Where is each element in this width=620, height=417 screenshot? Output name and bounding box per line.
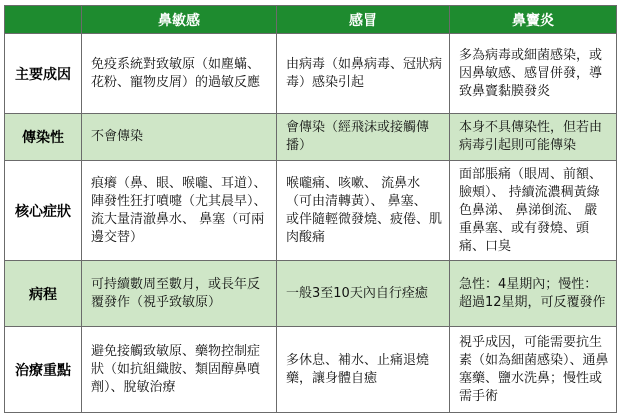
cell-symptoms-allergic: 痕癢（鼻、眼、喉嚨、耳道）、 陣發性狂打噴嚏（尤其晨早）、 流大量清澈鼻水、 鼻塞（可兩邊交替）	[82, 161, 277, 261]
cell-cause-cold: 由病毒（如鼻病毒、冠狀病毒）感染引起	[277, 34, 450, 114]
cell-contagious-allergic: 不會傳染	[82, 114, 277, 161]
cell-treatment-allergic: 避免接觸致敏原、藥物控制症狀（如抗組織胺、類固醇鼻噴劑）、脫敏治療	[82, 327, 277, 413]
header-sinusitis: 鼻竇炎	[450, 6, 617, 34]
row-treatment	[5, 327, 617, 413]
header-allergic-rhinitis: 鼻敏感	[82, 6, 277, 34]
cell-symptoms-sinusitis: 面部脹痛（眼周、前額、臉頰）、 持續流濃稠黃綠色鼻涕、 鼻涕倒流、 嚴重鼻塞、或有發燒、頭痛、口臭	[450, 161, 617, 261]
cell-cause-sinusitis: 多為病毒或細菌感染，或因鼻敏感、感冒併發，導致鼻竇黏膜發炎	[450, 34, 617, 114]
header-common-cold: 感冒	[277, 6, 450, 34]
cell-cause-allergic: 免疫系統對致敏原（如塵蟎、花粉、寵物皮屑）的過敏反應	[82, 34, 277, 114]
cell-treatment-cold: 多休息、補水、止痛退燒藥，讓身體自癒	[277, 327, 450, 413]
row-cause	[5, 34, 617, 114]
comparison-table-container	[4, 5, 616, 412]
comparison-table	[4, 5, 617, 413]
cell-course-sinusitis: 急性：4星期內；慢性：超過12星期，可反覆發作	[450, 261, 617, 327]
header-corner	[5, 6, 82, 34]
row-course	[5, 261, 617, 327]
row-label-course: 病程	[5, 261, 82, 327]
cell-contagious-cold: 會傳染（經飛沫或接觸傳播）	[277, 114, 450, 161]
row-label-contagious: 傳染性	[5, 114, 82, 161]
cell-course-cold: 一般3至10天內自行痊癒	[277, 261, 450, 327]
header-row	[5, 6, 617, 34]
cell-treatment-sinusitis: 視乎成因，可能需要抗生素（如為細菌感染）、通鼻塞藥、鹽水洗鼻；慢性或需手術	[450, 327, 617, 413]
row-contagious	[5, 114, 617, 161]
row-symptoms	[5, 161, 617, 261]
row-label-treatment: 治療重點	[5, 327, 82, 413]
cell-symptoms-cold: 喉嚨痛、咳嗽、 流鼻水（可由清轉黃）、 鼻塞、 或伴隨輕微發燒、疲倦、肌肉酸痛	[277, 161, 450, 261]
cell-contagious-sinusitis: 本身不具傳染性，但若由病毒引起則可能傳染	[450, 114, 617, 161]
row-label-cause: 主要成因	[5, 34, 82, 114]
cell-course-allergic: 可持續數周至數月，或長年反覆發作（視乎致敏原）	[82, 261, 277, 327]
row-label-symptoms: 核心症狀	[5, 161, 82, 261]
